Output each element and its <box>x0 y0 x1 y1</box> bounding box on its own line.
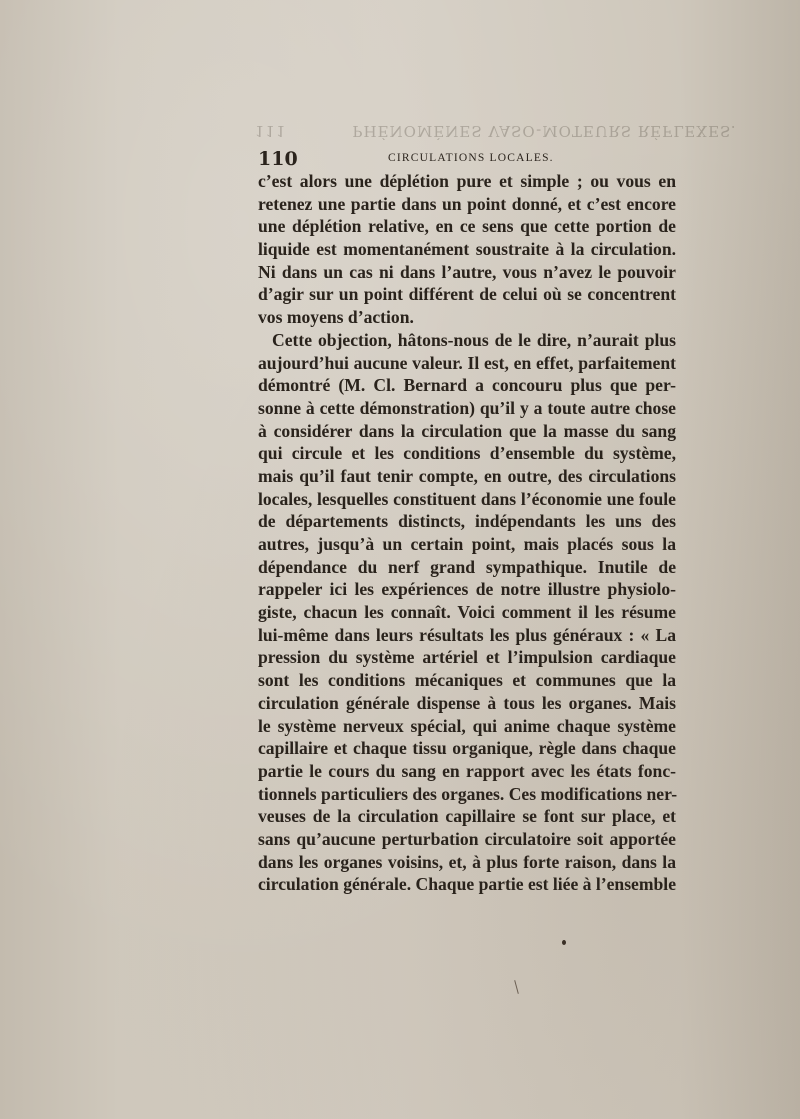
paper-mark <box>514 980 519 994</box>
text-line: vos moyens d’action. <box>258 307 414 328</box>
text-line: mais qu’il faut tenir compte, en outre, des circulations <box>258 465 676 486</box>
text-line: locales, lesquelles constituent dans l’économie une foule <box>258 488 676 509</box>
text-line: aujourd’hui aucune valeur. Il est, en effet, parfaitement <box>258 352 676 373</box>
text-line: rappeler ici les expériences de notre illustre physiolo- <box>258 579 676 600</box>
bleed-through-text <box>255 122 737 140</box>
text-line: circulation générale. Chaque partie est liée à l’ensemble <box>258 874 676 895</box>
text-line: liquide est momentanément soustraite à la circulation. <box>258 239 676 260</box>
text-line: sonne à cette démonstration) qu’il y a toute autre chose <box>258 397 676 418</box>
text-line: sans qu’aucune perturbation circulatoire soit apportée <box>258 828 676 849</box>
text-line: dépendance du nerf grand sympathique. Inutile de <box>258 556 676 577</box>
bleed-through-running-head: PHÉNOMÈNES VASO-MOTEURS RÉFLEXES. <box>352 122 737 140</box>
body-text <box>258 170 676 896</box>
text-line: veuses de la circulation capillaire se font sur place, et <box>258 806 676 827</box>
page-number: 110 <box>258 148 298 170</box>
text-line: qui circule et les conditions d’ensemble du système, <box>258 443 676 464</box>
text-line: dans les organes voisins, et, à plus forte raison, dans la <box>258 851 676 872</box>
text-line: démontré (M. Cl. Bernard a concouru plus que per- <box>258 375 676 396</box>
text-line: d’agir sur un point différent de celui où se concentrent <box>258 284 676 305</box>
text-line: c’est alors une déplétion pure et simple ; ou vous en <box>258 171 676 191</box>
text-line: Ni dans un cas ni dans l’autre, vous n’avez le pouvoir <box>258 261 676 282</box>
text-line: partie le cours du sang en rapport avec les états fonc- <box>258 760 676 781</box>
text-line: de départements distincts, indépendants les uns des <box>258 511 676 532</box>
paragraph-first-line: Cette objection, hâtons-nous de le dire, n’aurait plus <box>272 329 676 350</box>
page-header <box>258 148 676 172</box>
text-line: capillaire et chaque tissu organique, règle dans chaque <box>258 738 676 759</box>
text-line: circulation générale dispense à tous les organes. Mais <box>258 692 676 713</box>
text-line: le système nerveux spécial, qui anime chaque système <box>258 715 676 736</box>
ink-speck <box>562 940 566 945</box>
text-line: pression du système artériel et l’impulsion cardiaque <box>258 647 676 668</box>
text-line: sont les conditions mécaniques et communes que la <box>258 670 676 691</box>
text-line: une déplétion relative, en ce sens que cette portion de <box>258 216 676 237</box>
text-line: lui-même dans leurs résultats les plus généraux : « La <box>258 624 676 645</box>
text-line: autres, jusqu’à un certain point, mais placés sous la <box>258 534 676 554</box>
running-head: CIRCULATIONS LOCALES. <box>388 152 554 164</box>
bleed-through-page-number: 111 <box>255 122 287 140</box>
text-line: à considérer dans la circulation que la masse du sang <box>258 420 676 441</box>
text-line: retenez une partie dans un point donné, et c’est encore <box>258 193 676 214</box>
text-line: giste, chacun les connaît. Voici comment il les résume <box>258 602 676 623</box>
text-line: tionnels particuliers des organes. Ces modifications ner- <box>258 783 678 804</box>
